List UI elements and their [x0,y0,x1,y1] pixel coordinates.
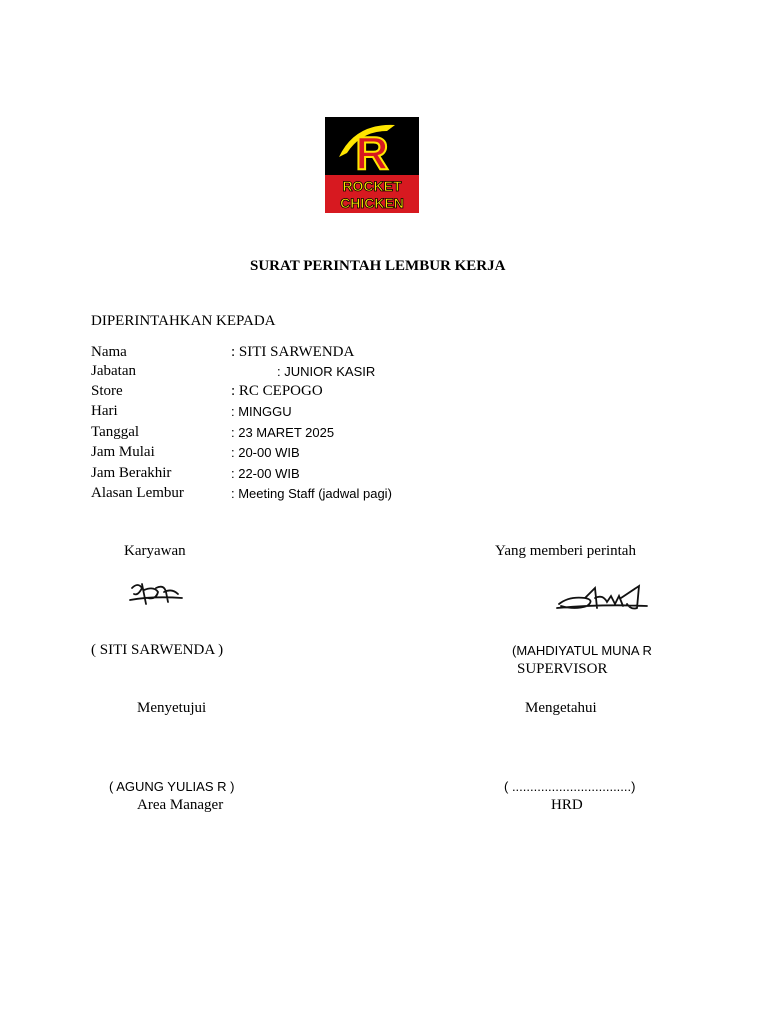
employee-signature [128,578,186,612]
field-label-store: Store [91,383,123,399]
ack-label: Mengetahui [525,700,597,716]
field-label-hari: Hari [91,403,118,419]
issuer-name: (MAHDIYATUL MUNA R [512,643,652,658]
intro-text: DIPERINTAHKAN KEPADA [91,313,276,329]
employee-role: Karyawan [124,543,186,559]
field-value-tanggal: : 23 MARET 2025 [231,425,335,440]
ack-name: ( .................................) [504,779,636,794]
field-label-tanggal: Tanggal [91,424,140,440]
field-value-jabatan: : JUNIOR KASIR [277,364,376,379]
rocket-chicken-logo [325,117,419,213]
field-value-nama: : SITI SARWENDA [231,344,355,360]
document-title: SURAT PERINTAH LEMBUR KERJA [250,258,506,274]
approve-name: ( AGUNG YULIAS R ) [109,779,235,794]
field-label-jabatan: Jabatan [91,363,136,379]
logo-line1: ROCKET [342,178,402,194]
field-value-alasan-lembur: : Meeting Staff (jadwal pagi) [231,486,392,501]
employee-name: ( SITI SARWENDA ) [91,642,224,658]
issuer-signature [555,584,650,616]
field-value-hari: : MINGGU [231,404,292,419]
field-label-jam-mulai: Jam Mulai [91,444,155,460]
logo-letter: R [355,127,389,179]
logo-line2: CHICKEN [340,195,404,211]
issuer-title: SUPERVISOR [517,661,608,677]
field-label-jam-berakhir: Jam Berakhir [91,465,172,481]
approve-title: Area Manager [137,797,224,813]
field-label-alasan-lembur: Alasan Lembur [91,485,184,501]
field-value-jam-berakhir: : 22-00 WIB [231,466,300,481]
issuer-role: Yang memberi perintah [495,543,636,559]
field-value-jam-mulai: : 20-00 WIB [231,445,300,460]
ack-title: HRD [551,797,583,813]
field-label-nama: Nama [91,344,127,360]
approve-label: Menyetujui [137,700,207,716]
field-value-store: : RC CEPOGO [231,383,323,399]
